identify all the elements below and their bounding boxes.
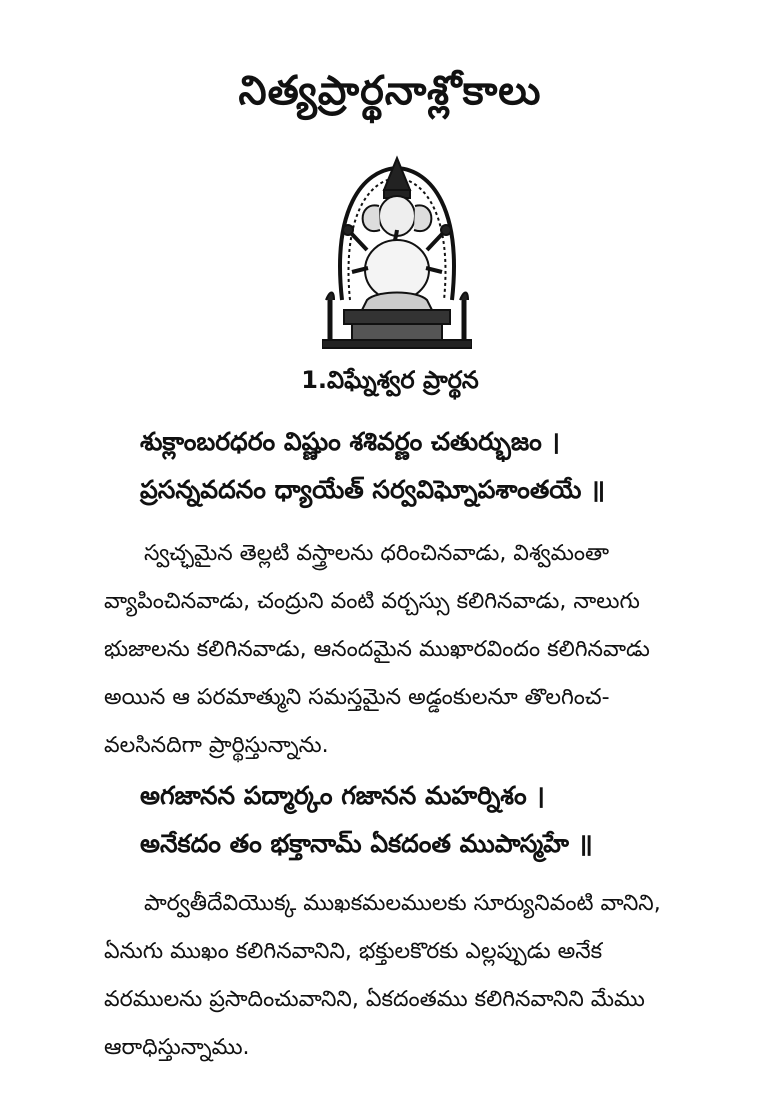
verse-line: శుక్లాంబరధరం విష్ణుం శశివర్ణం చతుర్భుజం । [140, 427, 560, 456]
paragraph-line: ఆరాధిస్తున్నాము. [104, 1035, 250, 1060]
paragraph-line: అయిన ఆ పరమాత్ముని సమస్తమైన అడ్డంకులనూ తొలగించ- [104, 685, 610, 710]
paragraph-line: పార్వతీదేవియొక్క ముఖకమలములకు సూర్యునివంటి వానిని, [144, 891, 661, 916]
page-title: నిత్యప్రార్థనాశ్లోకాలు [238, 68, 542, 114]
verse-line: అగజానన పద్మార్కం గజానన మహర్నిశం । [140, 781, 545, 810]
paragraph-line: భుజాలను కలిగినవాడు, ఆనందమైన ముఖారవిందం కలిగినవాడు [104, 637, 650, 662]
paragraph-line: ఏనుగు ముఖం కలిగినవానిని, భక్తులకొరకు ఎల్లప్పుడు అనేక [104, 939, 603, 964]
verse-block [140, 772, 593, 868]
verse-line: ప్రసన్నవదనం ధ్యాయేత్ సర్వవిఘ్నోపశాంతయే ॥ [140, 475, 606, 504]
paragraph-line: స్వచ్ఛమైన తెల్లటి వస్త్రాలను ధరించినవాడు, విశ్వమంతా [144, 541, 610, 566]
verse-block [140, 418, 605, 514]
paragraph-line: వ్యాపించినవాడు, చంద్రుని వంటి వర్చస్సు కలిగినవాడు, నాలుగు [104, 589, 640, 614]
meaning-paragraph [104, 530, 700, 770]
paragraph-line: వలసినదిగా ప్రార్థిస్తున్నాను. [104, 733, 329, 758]
meaning-paragraph [104, 880, 700, 1072]
verse-line: అనేకదం తం భక్తానామ్ ఏకదంత ముపాస్మహే ॥ [140, 829, 593, 858]
section-heading: 1.విఘ్నేశ్వర ప్రార్థన [301, 366, 479, 394]
ganesha-figure-icon [322, 150, 472, 350]
paragraph-line: వరములను ప్రసాదించువానిని, ఏకదంతము కలిగినవానిని మేము [104, 987, 645, 1012]
